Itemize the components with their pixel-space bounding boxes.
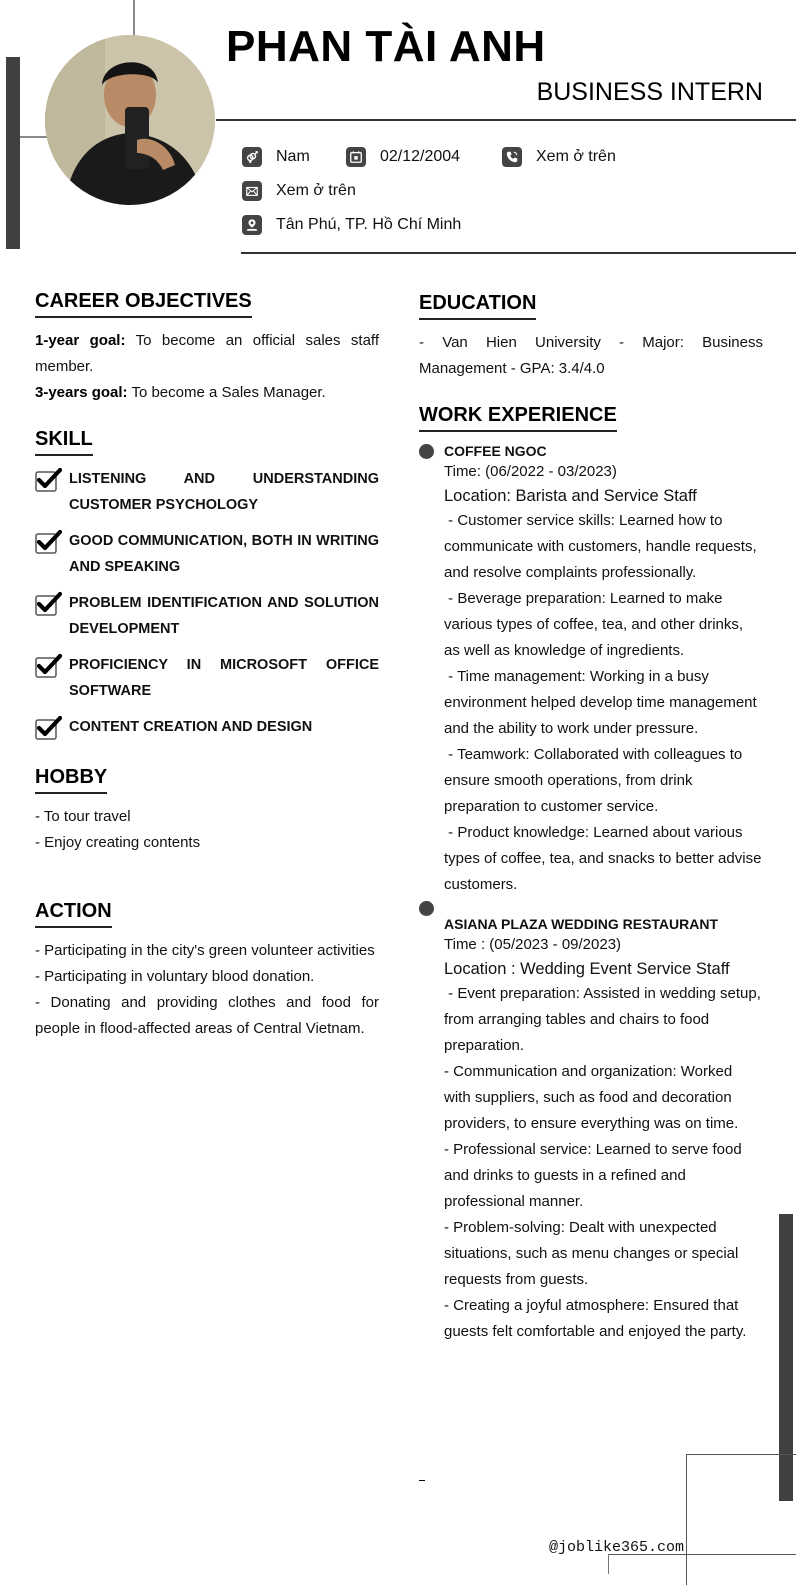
contact-info xyxy=(242,145,616,237)
section-title: WORK EXPERIENCE xyxy=(419,404,617,432)
skill-item xyxy=(35,466,379,518)
gender-value: Nam xyxy=(276,148,310,165)
checkbox-checked-icon xyxy=(35,528,63,554)
profile-photo xyxy=(45,35,215,205)
career-goal xyxy=(35,328,379,380)
hobby-section xyxy=(35,766,379,856)
divider xyxy=(241,252,796,254)
address-value: Tân Phú, TP. Hồ Chí Minh xyxy=(276,216,462,233)
skill-label: PROBLEM IDENTIFICATION AND SOLUTION DEVELOPMENT xyxy=(69,595,379,637)
job-time: Time: (06/2022 - 03/2023) xyxy=(444,463,617,480)
skill-item xyxy=(35,652,379,704)
job-detail: - Customer service skills: Learned how to communicate with customers, handle requests, and resolve complaints professionally. xyxy=(444,512,761,581)
action-item: - Participating in voluntary blood donation. xyxy=(35,968,315,985)
location-pin-icon xyxy=(242,215,262,235)
bullet-dot-icon xyxy=(419,901,434,916)
goal-text: To become an official sales staff member. xyxy=(35,332,379,375)
career-goal xyxy=(35,380,379,406)
checkbox-checked-icon xyxy=(35,590,63,616)
skill-label: GOOD COMMUNICATION, BOTH IN WRITING AND SPEAKING xyxy=(69,533,379,575)
goal-label: 3-years goal: xyxy=(35,384,128,401)
section-title: HOBBY xyxy=(35,766,107,794)
checkbox-checked-icon xyxy=(35,652,63,678)
phone-value: Xem ở trên xyxy=(536,148,616,165)
job-detail: - Communication and organization: Worked with suppliers, such as food and decoration providers, to ensure everything was on time. xyxy=(444,1063,739,1132)
job-location: Location : Wedding Event Service Staff xyxy=(444,960,730,978)
job-location: Location: Barista and Service Staff xyxy=(444,487,697,505)
decor-bar-left xyxy=(6,57,20,249)
section-title: SKILL xyxy=(35,428,93,456)
job-detail: - Teamwork: Collaborated with colleagues to ensure smooth operations, from drink preparation to customer service. xyxy=(444,746,747,815)
action-item: - Participating in the city's green volunteer activities xyxy=(35,942,375,959)
job-time: Time : (05/2023 - 09/2023) xyxy=(444,936,622,953)
decor-line-horizontal xyxy=(20,136,50,138)
education-section xyxy=(419,292,763,382)
watermark: @joblike365.com xyxy=(549,1539,685,1556)
email-value: Xem ở trên xyxy=(276,182,356,199)
skill-label: LISTENING AND UNDERSTANDING CUSTOMER PSYCHOLOGY xyxy=(69,471,379,513)
hobby-item: - Enjoy creating contents xyxy=(35,834,201,851)
goal-label: 1-year goal: xyxy=(35,332,126,349)
job-detail: - Beverage preparation: Learned to make various types of coffee, tea, and other drinks, as well as knowledge of ingredients. xyxy=(444,590,748,659)
section-title: EDUCATION xyxy=(419,292,536,320)
company-name: COFFEE NGOC xyxy=(444,443,547,459)
divider xyxy=(216,119,796,121)
action-item: - Donating and providing clothes and food for people in flood-affected areas of Central Vietnam. xyxy=(35,994,379,1037)
job-detail: - Creating a joyful atmosphere: Ensured that guests felt comfortable and enjoyed the party. xyxy=(444,1297,747,1340)
skill-label: CONTENT CREATION AND DESIGN xyxy=(69,719,313,735)
job-entry xyxy=(419,442,766,898)
skill-item xyxy=(35,590,379,642)
job-detail: - Time management: Working in a busy environment helped develop time management and the ability to work under pressure. xyxy=(444,668,761,737)
career-objectives-section xyxy=(35,290,379,406)
birthday-value: 02/12/2004 xyxy=(380,148,461,165)
skill-list xyxy=(35,466,379,740)
hobby-item: - To tour travel xyxy=(35,808,131,825)
job-entry xyxy=(419,908,766,1345)
candidate-name: PHAN TÀI ANH xyxy=(226,22,546,71)
calendar-icon xyxy=(346,147,366,167)
skill-label: PROFICIENCY IN MICROSOFT OFFICE SOFTWARE xyxy=(69,657,379,699)
work-experience-section xyxy=(419,404,766,1345)
checkbox-checked-icon xyxy=(35,466,63,492)
right-column xyxy=(419,292,766,1345)
company-name: ASIANA PLAZA WEDDING RESTAURANT xyxy=(444,916,719,932)
job-detail: - Product knowledge: Learned about various types of coffee, tea, and snacks to better advise customers. xyxy=(444,824,766,893)
section-title: CAREER OBJECTIVES xyxy=(35,290,252,318)
bullet-dot-icon xyxy=(419,444,434,459)
job-list xyxy=(419,442,766,1345)
job-detail: - Professional service: Learned to serve food and drinks to guests in a refined and professional manner. xyxy=(444,1141,746,1210)
decor-line-bottom-vertical xyxy=(608,1554,609,1574)
education-text: - Van Hien University - Major: Business Management - GPA: 3.4/4.0 xyxy=(419,334,763,377)
checkbox-checked-icon xyxy=(35,714,63,740)
job-detail: - Event preparation: Assisted in wedding setup, from arranging tables and chairs to food preparation. xyxy=(444,985,766,1054)
action-section xyxy=(35,900,379,1042)
mail-icon xyxy=(242,181,262,201)
decor-line-vertical xyxy=(133,0,135,40)
decor-box-bottom-right xyxy=(686,1454,796,1585)
phone-icon xyxy=(502,147,522,167)
skill-section xyxy=(35,428,379,740)
job-detail: - Problem-solving: Dealt with unexpected situations, such as menu changes or special requests from guests. xyxy=(444,1219,743,1288)
gender-icon xyxy=(242,147,262,167)
goal-text: To become a Sales Manager. xyxy=(127,384,326,401)
section-title: ACTION xyxy=(35,900,112,928)
left-column xyxy=(35,290,379,1042)
job-title: BUSINESS INTERN xyxy=(536,78,763,106)
skill-item xyxy=(35,528,379,580)
skill-item xyxy=(35,714,379,740)
underscore-mark xyxy=(419,1480,425,1481)
